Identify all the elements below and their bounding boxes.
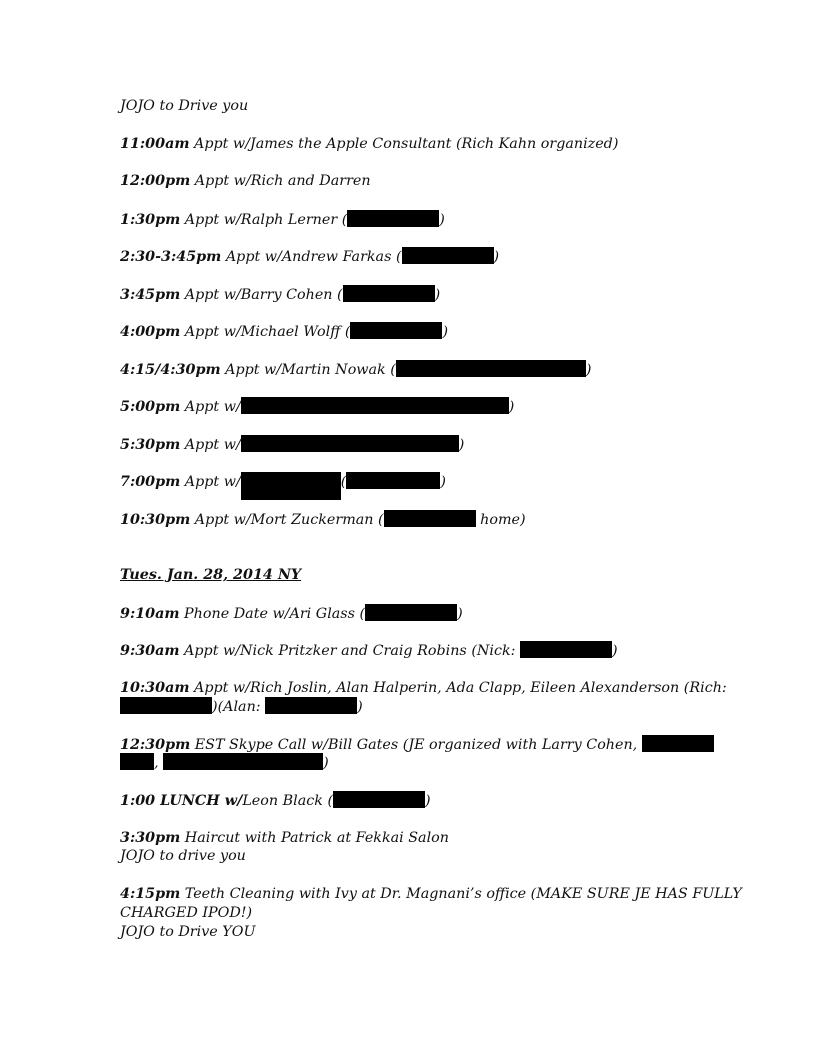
entry-text: ) bbox=[434, 287, 441, 303]
note-line bbox=[120, 97, 720, 115]
entry-text: Teeth Cleaning with Ivy at Dr. Magnani’s office (MAKE SURE JE HAS FULLY bbox=[180, 886, 742, 902]
entry-time: 3:45pm bbox=[120, 287, 181, 303]
entry-text: ) bbox=[585, 362, 592, 378]
entry-time: 4:00pm bbox=[120, 324, 181, 340]
schedule-entry bbox=[120, 435, 720, 454]
redaction-box bbox=[163, 753, 323, 770]
redaction-box bbox=[350, 322, 442, 339]
entry-text: ) bbox=[425, 793, 431, 809]
entry-text: Appt w/Mort Zuckerman ( bbox=[190, 512, 384, 528]
entry-text: ) bbox=[457, 606, 463, 622]
entry-time: 9:10am bbox=[120, 606, 180, 622]
entry-time: 10:30am bbox=[120, 680, 190, 696]
entry-text: ) bbox=[440, 474, 446, 490]
entry-text: Appt w/James the Apple Consultant (Rich Kahn organized) bbox=[189, 136, 619, 152]
entry-text: ) bbox=[439, 212, 445, 228]
redaction-box bbox=[333, 791, 425, 808]
entry-time: 5:30pm bbox=[120, 437, 181, 453]
note-text: JOJO to drive you bbox=[120, 848, 246, 864]
entry-text: Appt w/Rich and Darren bbox=[190, 173, 371, 189]
entry-text: ( bbox=[340, 474, 347, 490]
entry-time: 7:00pm bbox=[120, 474, 181, 490]
redaction-box bbox=[642, 735, 714, 752]
entry-time: 10:30pm bbox=[120, 512, 191, 528]
entry-text: ) bbox=[442, 324, 449, 340]
schedule-entry bbox=[120, 472, 720, 500]
entry-text: Appt w/Michael Wolff ( bbox=[180, 324, 351, 340]
schedule-entry bbox=[120, 322, 720, 341]
entry-text: Appt w/Martin Nowak ( bbox=[220, 362, 396, 378]
entry-time: 4:15/4:30pm bbox=[120, 362, 221, 378]
redaction-box bbox=[520, 641, 612, 658]
entry-text: )(Alan: bbox=[212, 699, 266, 715]
entry-text: ) bbox=[357, 699, 363, 715]
entry-text: Appt w/ bbox=[180, 399, 241, 415]
schedule-entry bbox=[120, 885, 742, 903]
entry-text: ) bbox=[493, 249, 500, 265]
entry-text: , bbox=[154, 755, 164, 771]
entry-text: Appt w/Andrew Farkas ( bbox=[221, 249, 402, 265]
redaction-box bbox=[265, 697, 357, 714]
schedule-entry bbox=[120, 735, 720, 754]
schedule-entry bbox=[120, 604, 720, 623]
schedule-entry bbox=[120, 360, 720, 379]
redaction-box bbox=[384, 510, 476, 527]
schedule-entry bbox=[120, 285, 720, 304]
redaction-box bbox=[347, 210, 439, 227]
schedule-entry-continued bbox=[120, 697, 720, 716]
schedule-entry bbox=[120, 397, 720, 416]
redaction-box bbox=[241, 435, 459, 452]
schedule-entry bbox=[120, 247, 720, 266]
schedule-entry bbox=[120, 510, 720, 529]
entry-text: ) bbox=[612, 643, 618, 659]
redaction-box bbox=[120, 753, 154, 770]
note-text: JOJO to Drive you bbox=[120, 98, 249, 114]
entry-time: 5:00pm bbox=[120, 399, 181, 415]
entry-text: Haircut with Patrick at Fekkai Salon bbox=[180, 830, 449, 846]
schedule-entry bbox=[120, 135, 720, 153]
redaction-box bbox=[402, 247, 494, 264]
redaction-box bbox=[241, 397, 509, 414]
entry-time: 3:30pm bbox=[120, 830, 181, 846]
redaction-box bbox=[343, 285, 435, 302]
entry-text: ) bbox=[323, 755, 329, 771]
schedule-entry bbox=[120, 829, 720, 847]
date-heading: Tues. Jan. 28, 2014 NY bbox=[120, 567, 302, 583]
schedule-entry bbox=[120, 679, 727, 697]
entry-text: ) bbox=[508, 399, 515, 415]
entry-text: EST Skype Call w/Bill Gates (JE organized with Larry Cohen, bbox=[190, 737, 642, 753]
entry-text: CHARGED IPOD!) bbox=[120, 905, 253, 921]
schedule-entry bbox=[120, 641, 720, 660]
redaction-box bbox=[365, 604, 457, 621]
redaction-box bbox=[120, 697, 212, 714]
redaction-box bbox=[346, 472, 440, 489]
note-text: JOJO to Drive YOU bbox=[120, 924, 256, 940]
entry-text: Leon Black ( bbox=[242, 793, 334, 809]
entry-time: 12:00pm bbox=[120, 173, 191, 189]
redaction-box bbox=[241, 472, 341, 500]
entry-time: 9:30am bbox=[120, 643, 180, 659]
redaction-box bbox=[396, 360, 586, 377]
entry-time: 11:00am bbox=[120, 136, 190, 152]
schedule-entry bbox=[120, 791, 720, 810]
entry-text: Appt w/Ralph Lerner ( bbox=[180, 212, 348, 228]
entry-text: Appt w/Barry Cohen ( bbox=[180, 287, 343, 303]
entry-time: 2:30-3:45pm bbox=[120, 249, 222, 265]
schedule-entry bbox=[120, 172, 720, 190]
entry-text: Appt w/ bbox=[180, 437, 241, 453]
schedule-entry-continued bbox=[120, 753, 720, 772]
entry-text: Appt w/Rich Joslin, Alan Halperin, Ada Clapp, Eileen Alexanderson (Rich: bbox=[189, 680, 727, 696]
entry-text: Appt w/ bbox=[180, 474, 241, 490]
entry-text: ) bbox=[458, 437, 465, 453]
entry-time: 12:30pm bbox=[120, 737, 191, 753]
entry-text: Appt w/Nick Pritzker and Craig Robins (Nick: bbox=[179, 643, 521, 659]
schedule-entry bbox=[120, 210, 720, 229]
entry-time: 1:30pm bbox=[120, 212, 181, 228]
entry-time: 1:00 LUNCH w/ bbox=[120, 793, 243, 809]
entry-time: 4:15pm bbox=[120, 886, 181, 902]
entry-text: home) bbox=[475, 512, 526, 528]
note-line bbox=[120, 847, 720, 865]
entry-text: Phone Date w/Ari Glass ( bbox=[179, 606, 366, 622]
note-line bbox=[120, 923, 720, 941]
schedule-entry-continued bbox=[120, 904, 720, 922]
